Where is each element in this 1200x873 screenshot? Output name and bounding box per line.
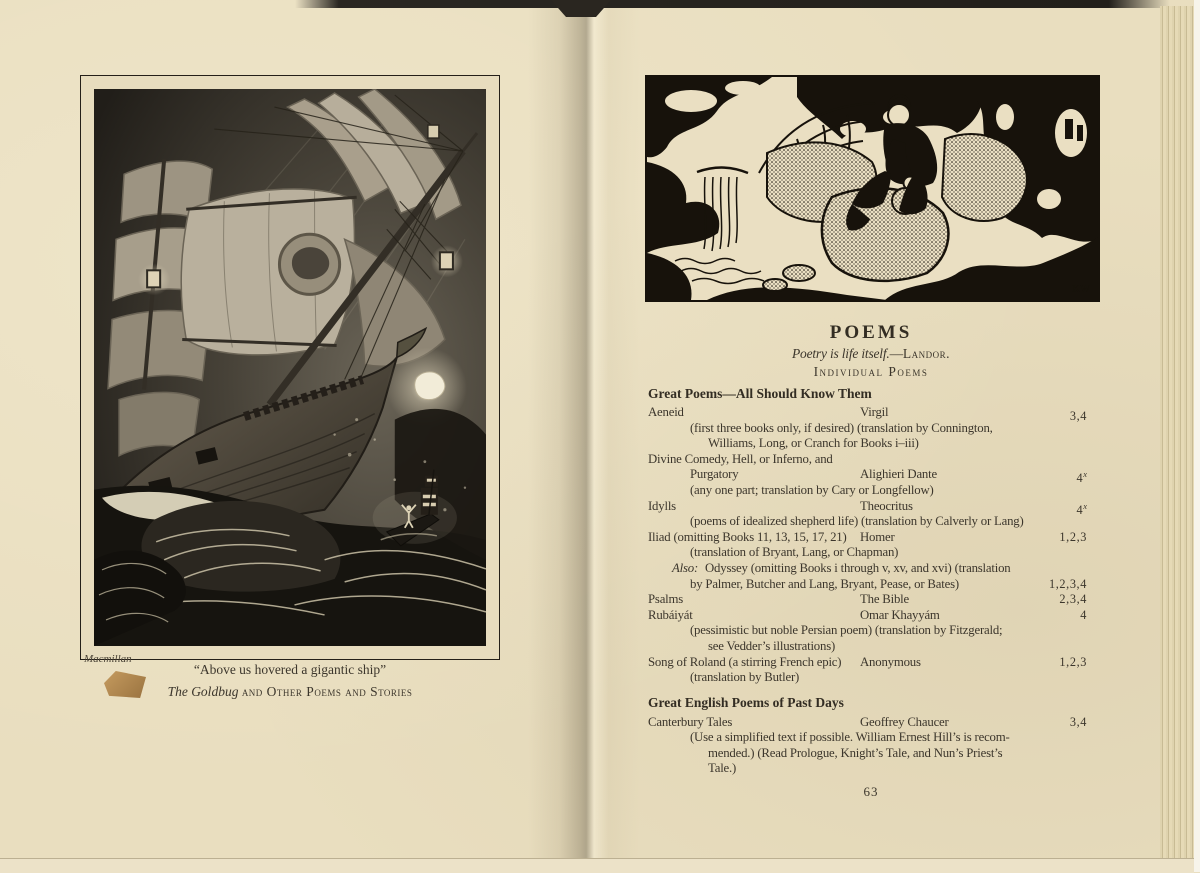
- bottom-page-edge: [0, 858, 1194, 873]
- also-prefix: Also:: [672, 560, 699, 575]
- poem-title: Rubáiyát: [648, 607, 693, 622]
- poem-note-row: [648, 761, 1094, 777]
- poem-note-row: [648, 623, 1094, 639]
- poem-note-row: [648, 670, 1094, 686]
- poem-note-row: [648, 577, 1094, 593]
- epigraph-quote: Poetry is life itself.: [791, 346, 890, 361]
- poem-row: [648, 715, 1094, 731]
- grade-superscript: x: [1083, 500, 1087, 511]
- poem-also-row: [648, 561, 1094, 577]
- poems-title: POEMS: [829, 322, 913, 343]
- poem-grade: 4$^x$: [1076, 469, 1087, 486]
- right-page-text: [648, 322, 1094, 800]
- grade-superscript: x: [1083, 469, 1087, 480]
- page-edge-stack: [1160, 6, 1194, 872]
- poem-row: [648, 530, 1094, 546]
- poem-title: Song of Roland (a stirring French epic): [648, 654, 842, 669]
- poem-row: [648, 655, 1094, 671]
- imprint-label: Macmillan: [84, 653, 132, 665]
- ship-plate-frame: [80, 75, 500, 660]
- poem-author: Omar Khayyám: [860, 607, 940, 622]
- note-text: mended.) (Read Prologue, Knight’s Tale, and Nun’s Priest’s: [708, 745, 1003, 760]
- poem-grade: 1,2,3: [1059, 654, 1087, 669]
- poem-author: Anonymous: [860, 654, 921, 669]
- epigraph-attribution: Landor.: [902, 346, 951, 361]
- poem-title: Psalms: [648, 592, 684, 607]
- poem-author: Homer: [860, 529, 895, 544]
- gutter-shadow: [528, 0, 640, 872]
- poem-note-row: [648, 639, 1094, 655]
- caption-quote: “Above us hovered a gigantic ship”: [193, 662, 387, 677]
- poem-title: Divine Comedy, Hell, or Inferno, and: [648, 451, 833, 466]
- note-text: (translation by Butler): [690, 670, 800, 685]
- scan-edge: [1194, 0, 1200, 872]
- poem-author: The Bible: [860, 592, 910, 607]
- poem-note-row: [648, 545, 1094, 561]
- poem-title: Iliad (omitting Books 11, 13, 15, 17, 21): [648, 529, 847, 544]
- poem-author: Geoffrey Chaucer: [860, 714, 949, 729]
- note-text: see Vedder’s illustrations): [708, 638, 836, 653]
- poet-illustration: [647, 77, 1098, 300]
- caption-title-italic: The Goldbug: [167, 684, 239, 699]
- poem-title: Aeneid: [648, 405, 684, 419]
- caption-title: [80, 684, 500, 700]
- poem-row: [648, 608, 1094, 624]
- section-heading: Great Poems—All Should Know Them: [648, 386, 872, 401]
- poem-author: Theocritus: [860, 498, 913, 513]
- poem-note-row: [648, 746, 1094, 762]
- epigraph: [648, 345, 1094, 363]
- poem-row: [648, 592, 1094, 608]
- poem-grade: 1,2,3: [1059, 529, 1087, 544]
- poem-note-row: [648, 436, 1094, 452]
- page-number: 63: [863, 784, 879, 800]
- ship-illustration: [94, 89, 486, 646]
- poem-note-row: [648, 421, 1094, 437]
- note-text: (translation of Bryant, Lang, or Chapman): [690, 545, 899, 560]
- poem-title: Purgatory: [690, 467, 739, 482]
- poem-grade: 1,2,3,4: [1048, 576, 1087, 591]
- caption-subtitle: and Other Poems and Stories: [241, 684, 413, 699]
- epigraph-dash: —: [889, 346, 903, 361]
- poet-plate-frame: [645, 75, 1100, 302]
- poem-grade: 2,3,4: [1059, 592, 1087, 607]
- note-text: by Palmer, Butcher and Lang, Bryant, Pease, or Bates): [690, 576, 959, 591]
- artist-signature: KW: [1072, 284, 1090, 295]
- individual-poems-subheading: Individual Poems: [813, 364, 929, 379]
- poem-note-row: [648, 730, 1094, 746]
- poem-note-row: [648, 514, 1094, 530]
- poem-row: [648, 467, 1094, 486]
- poem-row: [648, 405, 1094, 424]
- poem-note-row: [648, 483, 1094, 499]
- section-heading: Great English Poems of Past Days: [648, 694, 844, 710]
- poem-grade: 4: [1080, 607, 1087, 622]
- poem-row: [648, 452, 1094, 468]
- note-text: (poems of idealized shepherd life) (translation by Calverly or Lang): [690, 514, 1024, 529]
- poem-author: Alighieri Dante: [860, 467, 937, 482]
- poem-grade: 3,4: [1069, 714, 1087, 729]
- poem-title: Idylls: [648, 498, 676, 513]
- poem-author: Virgil: [860, 405, 889, 419]
- note-text: Odyssey (omitting Books i through v, xv, and xvi) (translation: [705, 560, 1011, 575]
- note-text: (first three books only, if desired) (translation by Connington,: [690, 420, 993, 435]
- spine-shadow: [295, 0, 1170, 8]
- poem-grade: 3,4: [1069, 409, 1087, 424]
- note-text: (Use a simplified text if possible. William Ernest Hill’s is recom-: [690, 730, 1010, 745]
- poem-row: [648, 499, 1094, 515]
- note-text: (any one part; translation by Cary or Longfellow): [690, 482, 934, 497]
- poem-title: Canterbury Tales: [648, 714, 733, 729]
- note-text: (pessimistic but noble Persian poem) (translation by Fitzgerald;: [690, 623, 1003, 638]
- note-text: Williams, Long, or Cranch for Books i–iii): [708, 436, 919, 451]
- note-text: Tale.): [708, 761, 737, 776]
- poem-grade: 4$^x$: [1076, 500, 1087, 517]
